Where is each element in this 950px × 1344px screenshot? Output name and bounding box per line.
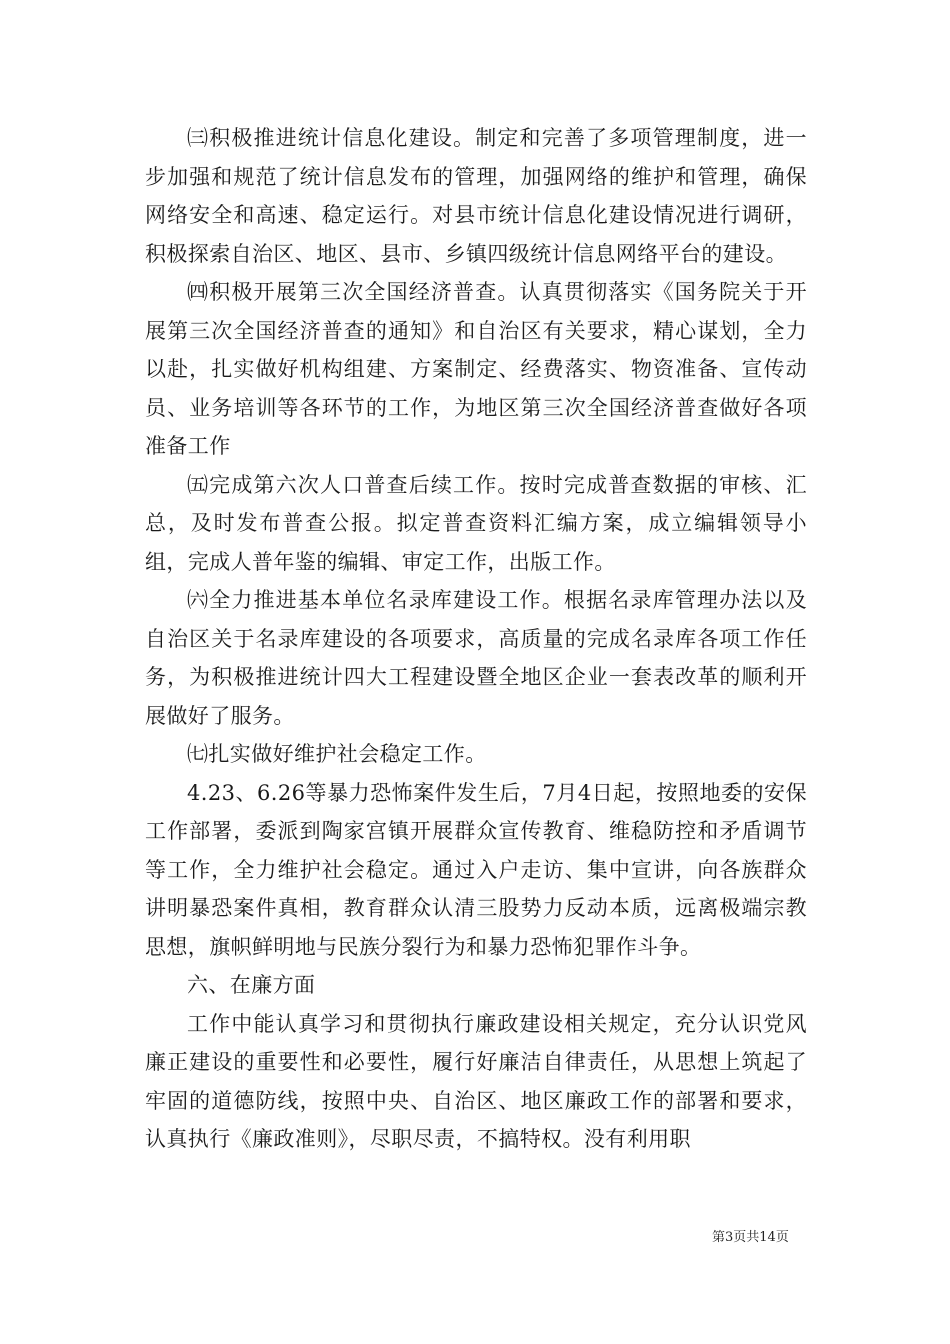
paragraph-population-census: ㈤完成第六次人口普查后续工作。按时完成普查数据的审核、汇总，及时发布普查公报。拟定普查资料汇编方案，成立编辑领导小组，完成人普年鉴的编辑、审定工作，出版工作。: [145, 472, 807, 574]
paragraph-integrity: 工作中能认真学习和贯彻执行廉政建设相关规定，充分认识党风廉正建设的重要性和必要性，履行好廉洁自律责任，从思想上筑起了牢固的道德防线，按照中央、自治区、地区廉政工作的部署和要求，认真执行《廉政准则》，尽职尽责，不搞特权。没有利用职: [145, 1011, 807, 1151]
paragraph-economic-census: ㈣积极开展第三次全国经济普查。认真贯彻落实《国务院关于开展第三次全国经济普查的通知》和自治区有关要求，精心谋划，全力以赴，扎实做好机构组建、方案制定、经费落实、物资准备、宣传动员、业务培训等各环节的工作，为地区第三次全国经济普查做好各项准备工作: [145, 280, 807, 458]
document-body: [145, 119, 807, 1159]
paragraph-directory-database: ㈥全力推进基本单位名录库建设工作。根据名录库管理办法以及自治区关于名录库建设的各项要求，高质量的完成名录库各项工作任务，为积极推进统计四大工程建设暨全地区企业一套表改革的顺利开展做好了服务。: [145, 588, 807, 728]
paragraph-stability-details: 4.23、6.26等暴力恐怖案件发生后，7月4日起，按照地委的安保工作部署，委派到陶家宫镇开展群众宣传教育、维稳防控和矛盾调节等工作，全力维护社会稳定。通过入户走访、集中宣讲，向各族群众讲明暴恐案件真相，教育群众认清三股势力反动本质，远离极端宗教思想，旗帜鲜明地与民族分裂行为和暴力恐怖犯罪作斗争。: [145, 780, 807, 959]
paragraph-info-construction: ㈢积极推进统计信息化建设。制定和完善了多项管理制度，进一步加强和规范了统计信息发布的管理，加强网络的维护和管理，确保网络安全和高速、稳定运行。对县市统计信息化建设情况进行调研，积极探索自治区、地区、县市、乡镇四级统计信息网络平台的建设。: [145, 126, 807, 266]
page-number-footer: 第3页共14页: [712, 1230, 789, 1245]
section-heading-integrity: 六、在廉方面: [187, 973, 316, 997]
paragraph-social-stability: ㈦扎实做好维护社会稳定工作。: [187, 742, 487, 766]
